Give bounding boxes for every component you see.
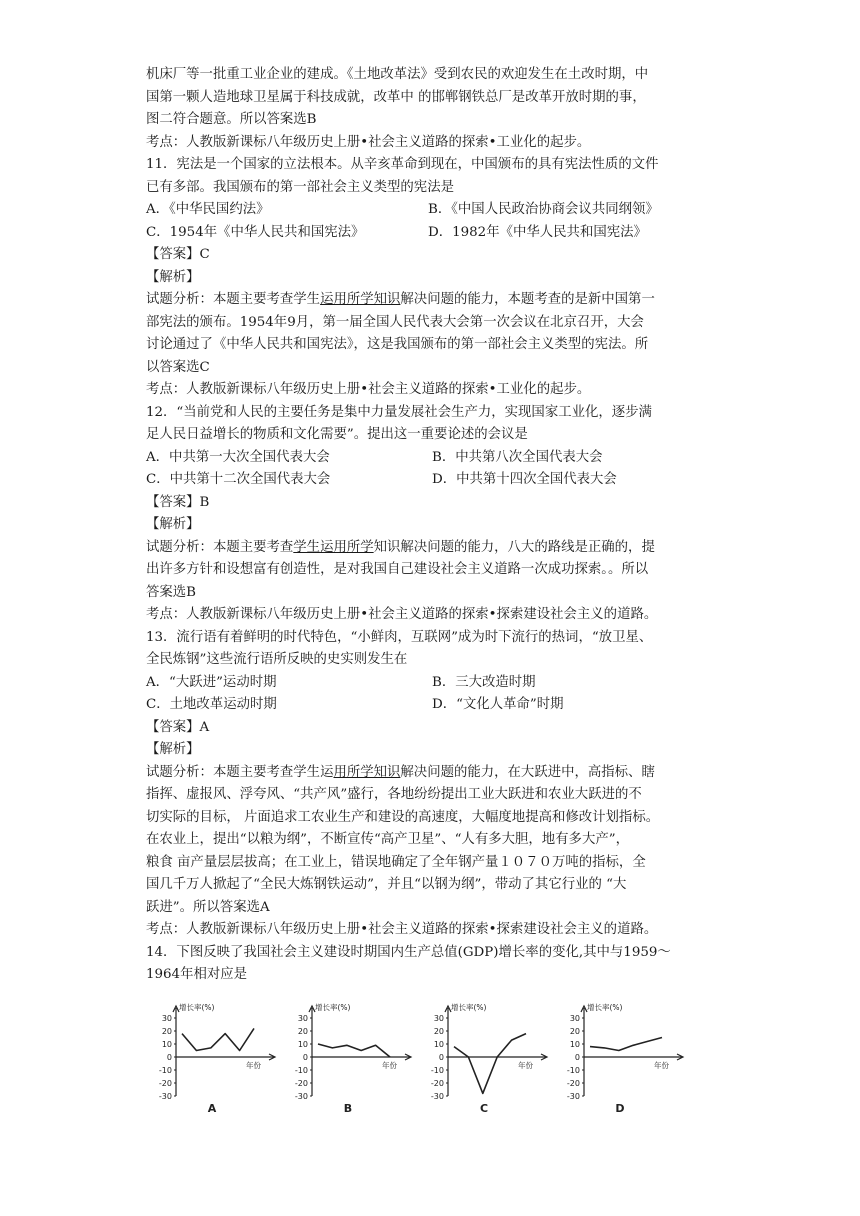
question-stem: 已有多部。我国颁布的第一部社会主义类型的宪法是 [146,179,454,195]
y-tick-label: -10 [430,1066,444,1075]
y-tick-label: -20 [566,1079,580,1088]
analysis-line: 切实际的目标， 片面追求工农业生产和建设的高速度，大幅度地提高和修改计划指标。 [146,809,660,825]
option-c: C．1954年《中华人民共和国宪法》 [146,224,365,240]
question-stem: 13．流行语有着鲜明的时代特色，“小鲜肉，互联网”成为时下流行的热词，“放卫星、 [146,629,653,645]
analysis-line: 以答案选C [146,359,210,375]
y-tick-label: 0 [438,1053,444,1062]
y-tick-label: 0 [574,1053,580,1062]
analysis-text: 试题分析：本题主要考查学生运 [146,764,334,780]
panel-label: B [343,1102,353,1115]
kaodian-line: 考点：人教版新课标八年级历史上册•社会主义道路的探索•探索建设社会主义的道路。 [146,922,658,937]
analysis-line [146,537,718,560]
option-d: D．中共第十四次全国代表大会 [432,472,617,487]
analysis-line: 部宪法的颁布。1954年9月，第一届全国人民代表大会第一次会议在北京召开，大会 [146,314,644,330]
y-tick-label: 10 [161,1040,172,1049]
y-tick-label: 20 [569,1027,580,1036]
y-tick-label: 10 [433,1040,444,1049]
y-axis-label: 增长率(%) [315,1003,351,1012]
underlined-text: 运用所学知识 [320,292,401,307]
y-tick-label: 30 [161,1014,172,1023]
x-axis-label: 年份 [518,1061,533,1070]
y-tick-label: -20 [430,1079,444,1088]
option-row [146,672,718,695]
y-tick-label: -30 [158,1092,172,1101]
text-line: 机床厂等一批重工业企业的建成。《土地改革法》受到农民的欢迎发生在土改时期，中 [146,67,649,82]
question-stem: 11．宪法是一个国家的立法根本。从辛亥革命到现在，中国颁布的具有宪法性质的文件 [146,157,659,172]
y-tick-label: -30 [294,1092,308,1101]
option-row [146,199,718,222]
analysis-text: 解决问题的能力，本题考查的是新中国第一 [400,292,655,307]
option-b: B．《中国人民政治协商会议共同纲领》 [428,202,659,217]
y-tick-label: 30 [433,1014,444,1023]
y-tick-label: 20 [433,1027,444,1036]
text-line: 国第一颗人造地球卫星属于科技成就，改革中 的邯郸钢铁总厂是改革开放时期的事， [146,89,646,105]
panel-label: A [207,1102,217,1115]
y-axis-label: 增长率(%) [179,1003,215,1012]
answer-line: 【答案】A [146,719,210,735]
option-d: D．1982年《中华人民共和国宪法》 [428,224,647,240]
analysis-line: 讨论通过了《中华人民共和国宪法》，这是我国颁布的第一部社会主义类型的宪法。所 [146,337,649,352]
option-b: B．三大改造时期 [432,674,536,690]
analysis-line: 在农业上，提出“以粮为纲”，不断宣传“高产卫星”、“人有多大胆，地有多大产”， [146,832,629,847]
y-tick-label: 20 [161,1027,172,1036]
question-stem: 足人民日益增长的物质和文化需要”。提出这一重要论述的会议是 [146,427,528,442]
panel-label: D [615,1102,625,1115]
gdp-growth-figure [146,1000,692,1116]
option-c: C．中共第十二次全国代表大会 [146,472,331,487]
y-tick-label: -10 [294,1066,308,1075]
analysis-line: 粮食 亩产量层层拔高；在工业上，错误地确定了全年钢产量１０７０万吨的指标，全 [146,854,646,870]
y-axis-label: 增长率(%) [451,1003,487,1012]
option-row [146,222,718,245]
x-axis-label: 年份 [246,1061,261,1070]
document-page [146,64,718,987]
option-a: A．“大跃进”运动时期 [146,674,277,690]
option-a: A．《中华民国约法》 [146,202,270,217]
answer-line: 【答案】B [146,494,210,510]
option-b: B．中共第八次全国代表大会 [432,449,603,465]
analysis-line: 答案选B [146,584,197,600]
analysis-line: 指挥、虚报风、浮夸风、“共产风”盛行，各地纷纷提出工业大跃进和农业大跃进的不 [146,787,642,802]
underlined-text: 用所学知识 [333,764,401,780]
y-tick-label: 0 [302,1053,308,1062]
y-axis-label: 增长率(%) [587,1003,623,1012]
analysis-line: 出许多方针和设想富有创造性，是对我国自己建设社会主义道路一次成功探索。。所以 [146,562,649,577]
kaodian-line: 考点：人教版新课标八年级历史上册•社会主义道路的探索•探索建设社会主义的道路。 [146,607,658,622]
y-tick-label: 0 [166,1053,172,1062]
kaodian-line: 考点：人教版新课标八年级历史上册•社会主义道路的探索•工业化的起步。 [146,134,591,150]
question-stem: 12．“当前党和人民的主要任务是集中力量发展社会生产力，实现国家工业化，逐步满 [146,404,652,420]
option-d: D．“文化人革命”时期 [432,697,564,712]
option-a: A．中共第一大次全国代表大会 [146,449,330,465]
analysis-line [146,289,718,312]
x-axis-label: 年份 [654,1061,669,1070]
x-axis-label: 年份 [382,1061,397,1070]
option-row [146,694,718,717]
kaodian-line: 考点：人教版新课标八年级历史上册•社会主义道路的探索•工业化的起步。 [146,382,591,397]
series-line [590,1038,662,1051]
series-line [318,1044,390,1057]
answer-line: 【答案】C [146,247,210,262]
y-tick-label: -30 [566,1092,580,1101]
question-stem: 1964年相对应是 [146,967,248,982]
y-tick-label: 10 [297,1040,308,1049]
option-row [146,469,718,492]
gdp-charts-svg [146,1000,692,1116]
option-row [146,447,718,470]
analysis-text: 解决问题的能力，在大跃进中，高指标、瞎 [400,764,655,780]
text-line: 图二符合题意。所以答案选B [146,112,317,127]
y-tick-label: -30 [430,1092,444,1101]
question-stem: 全民炼钢”这些流行语所反映的史实则发生在 [146,652,408,667]
analysis-text: 知识解决问题的能力，八大的路线是正确的，提 [373,539,655,555]
jiexi-heading: 【解析】 [146,517,200,532]
option-c: C．土地改革运动时期 [146,697,277,712]
analysis-text: 试题分析：本题主要考查 [146,539,294,555]
y-tick-label: 30 [569,1014,580,1023]
analysis-text: 试题分析：本题主要考查学生 [146,292,321,307]
analysis-line: 国几千万人掀起了“全民大炼钢铁运动”，并且“以钢为纲”，带动了其它行业的 “大 [146,877,627,892]
series-line [182,1028,254,1050]
y-tick-label: -20 [158,1079,172,1088]
underlined-text: 学生运用所学 [293,539,374,555]
y-tick-label: 20 [297,1027,308,1036]
question-stem: 14．下图反映了我国社会主义建设时期国内生产总值(GDP)增长率的变化,其中与1959～ [146,944,671,960]
jiexi-heading: 【解析】 [146,742,200,757]
analysis-line [146,762,718,785]
y-tick-label: -10 [566,1066,580,1075]
y-tick-label: 30 [297,1014,308,1023]
y-tick-label: 10 [569,1040,580,1049]
series-line [454,1034,526,1094]
analysis-line: 跃进”。所以答案选A [146,899,270,915]
panel-label: C [479,1102,489,1115]
y-tick-label: -20 [294,1079,308,1088]
jiexi-heading: 【解析】 [146,269,200,285]
y-tick-label: -10 [158,1066,172,1075]
